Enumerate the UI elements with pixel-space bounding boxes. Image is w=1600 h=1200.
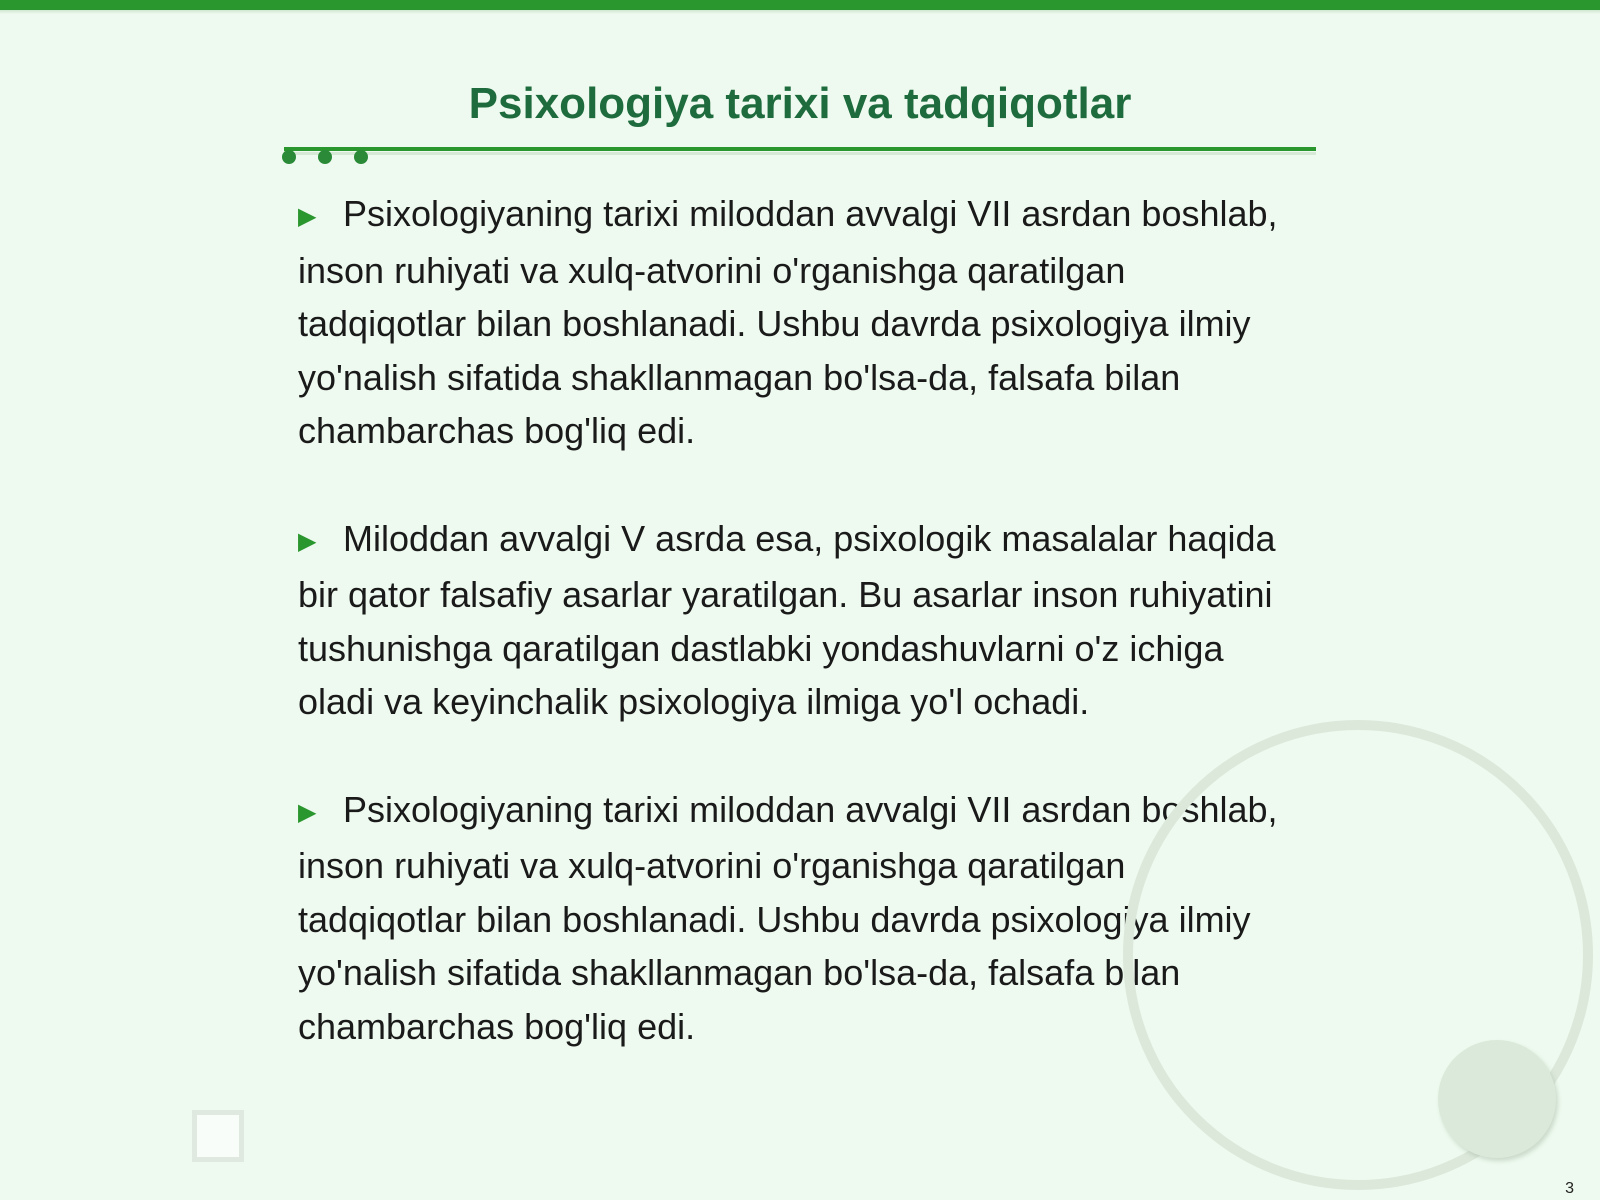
bullet-triangle-icon: ▶ bbox=[298, 203, 317, 230]
decor-dot-3 bbox=[354, 150, 368, 164]
title-underline-shadow bbox=[288, 152, 1316, 155]
top-accent-bar bbox=[0, 0, 1600, 10]
paragraph-text: Psixologiyaning tarixi miloddan avvalgi VII asrdan boshlab, inson ruhiyati va xulq-atvorini o'rganishga qaratilgan tadqiqotlar bilan boshlanadi. Ushbu davrda psixologiya ilmiy yo'nalish sifatida shakllanmagan bo'lsa-da, falsafa bilan chambarchas bog'liq edi. bbox=[298, 788, 1278, 1047]
slide-title: Psixologiya tarixi va tadqiqotlar bbox=[468, 79, 1132, 128]
paragraph-text: Miloddan avvalgi V asrda esa, psixologik masalalar haqida bir qator falsafiy asarlar yaratilgan. Bu asarlar inson ruhiyatini tushunishga qaratilgan dastlabki yondashuvlarni o'z ichiga oladi va keyinchalik psixologiya ilmiga yo'l ochadi. bbox=[298, 517, 1276, 722]
paragraph-text: Psixologiyaning tarixi miloddan avvalgi VII asrdan boshlab, inson ruhiyati va xulq-atvorini o'rganishga qaratilgan tadqiqotlar bilan boshlanadi. Ushbu davrda psixologiya ilmiy yo'nalish sifatida shakllanmagan bo'lsa-da, falsafa bilan chambarchas bog'liq edi. bbox=[298, 193, 1278, 451]
bullet-triangle-icon: ▶ bbox=[298, 798, 317, 826]
decor-dot-1 bbox=[282, 150, 296, 164]
paragraph-2 bbox=[298, 512, 1298, 729]
page-number: 3 bbox=[1565, 1180, 1574, 1197]
top-bar-shadow bbox=[0, 10, 1600, 14]
title-underline bbox=[284, 147, 1316, 151]
decor-dot-2 bbox=[318, 150, 332, 164]
bullet-triangle-icon: ▶ bbox=[298, 527, 317, 555]
decor-square-outline bbox=[192, 1110, 244, 1162]
paragraph-1 bbox=[298, 187, 1298, 458]
decor-circle-solid bbox=[1438, 1040, 1556, 1158]
